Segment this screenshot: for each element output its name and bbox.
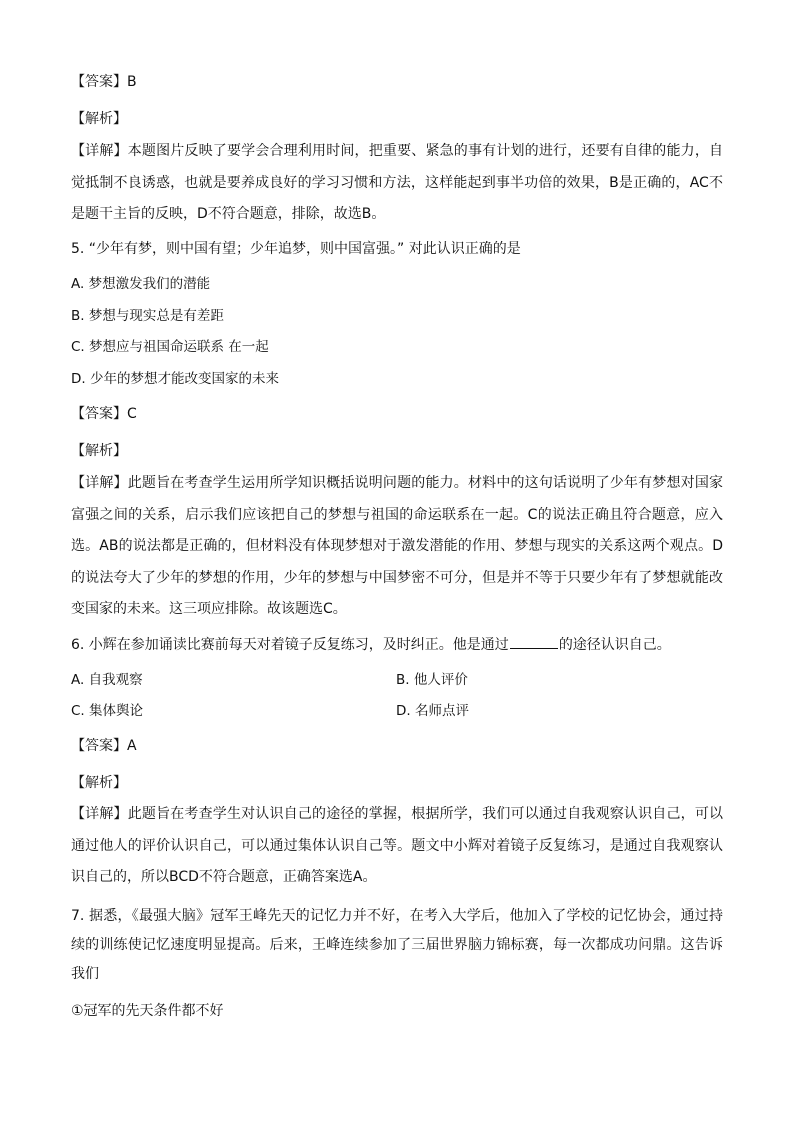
q5-stem: 5. “少年有梦，则中国有望；少年追梦，则中国富强。” 对此认识正确的是 [71,241,521,257]
q6-fill-blank [510,634,558,649]
q6-option-d: D. 名师点评 [396,703,469,719]
q5-option-a: A. 梦想激发我们的潜能 [71,276,211,292]
q6-stem [71,634,731,655]
q4-detail: 【详解】本题图片反映了要学会合理利用时间，把重要、紧急的事有计划的进行，还要有自律的能力，自觉抵制不良诱惑，也就是要养成良好的学习习惯和方法，这样能起到事半功倍的效果，B是正确的，AC不是题干主旨的反映，D不符合题意，排除，故选B。 [71,143,723,222]
q6-stem-before: 6. 小辉在参加诵读比赛前每天对着镜子反复练习，及时纠正。他是通过 [71,637,509,653]
q6-detail: 【详解】此题旨在考查学生对认识自己的途径的掌握，根据所学，我们可以通过自我观察认识自己，可以通过他人的评价认识自己，可以通过集体认识自己等。题文中小辉对着镜子反复练习，是通过自我观察认识自己的，所以BCD不符合题意，正确答案选A。 [71,806,723,885]
q5-option-b: B. 梦想与现实总是有差距 [71,308,224,324]
q6-analysis-heading: 【解析】 [71,775,127,791]
q5-option-d: D. 少年的梦想才能改变国家的未来 [71,371,279,387]
q7-stem: 7. 据悉，《最强大脑》冠军王峰先天的记忆力并不好，在考入大学后，他加入了学校的记忆协会，通过持续的训练使记忆速度明显提高。后来，王峰连续参加了三届世界脑力锦标赛，每一次都成功问鼎。这告诉我们 [71,908,723,982]
q5-detail: 【详解】此题旨在考查学生运用所学知识概括说明问题的能力。材料中的这句话说明了少年有梦想对国家富强之间的关系，启示我们应该把自己的梦想与祖国的命运联系在一起。C的说法正确且符合题意，应入选。AB的说法都是正确的，但材料没有体现梦想对于激发潜能的作用、梦想与现实的关系这两个观点。D的说法夸大了少年的梦想的作用，少年的梦想与中国梦密不可分，但是并不等于只要少年有了梦想就能改变国家的未来。这三项应排除。故该题选C。 [71,475,723,617]
q7-item-1: ①冠军的先天条件都不好 [71,1003,224,1019]
q6-answer: 【答案】A [71,738,137,754]
q5-answer: 【答案】C [71,406,137,422]
q6-option-b: B. 他人评价 [396,672,468,688]
q4-answer: 【答案】B [71,74,137,90]
q4-analysis-heading: 【解析】 [71,111,127,127]
q6-option-c: C. 集体舆论 [71,703,144,719]
q6-stem-after: 的途径认识自己。 [558,637,671,653]
q5-analysis-heading: 【解析】 [71,443,127,459]
q6-option-a: A. 自我观察 [71,672,143,688]
q5-option-c: C. 梦想应与祖国命运联系 在一起 [71,339,269,355]
